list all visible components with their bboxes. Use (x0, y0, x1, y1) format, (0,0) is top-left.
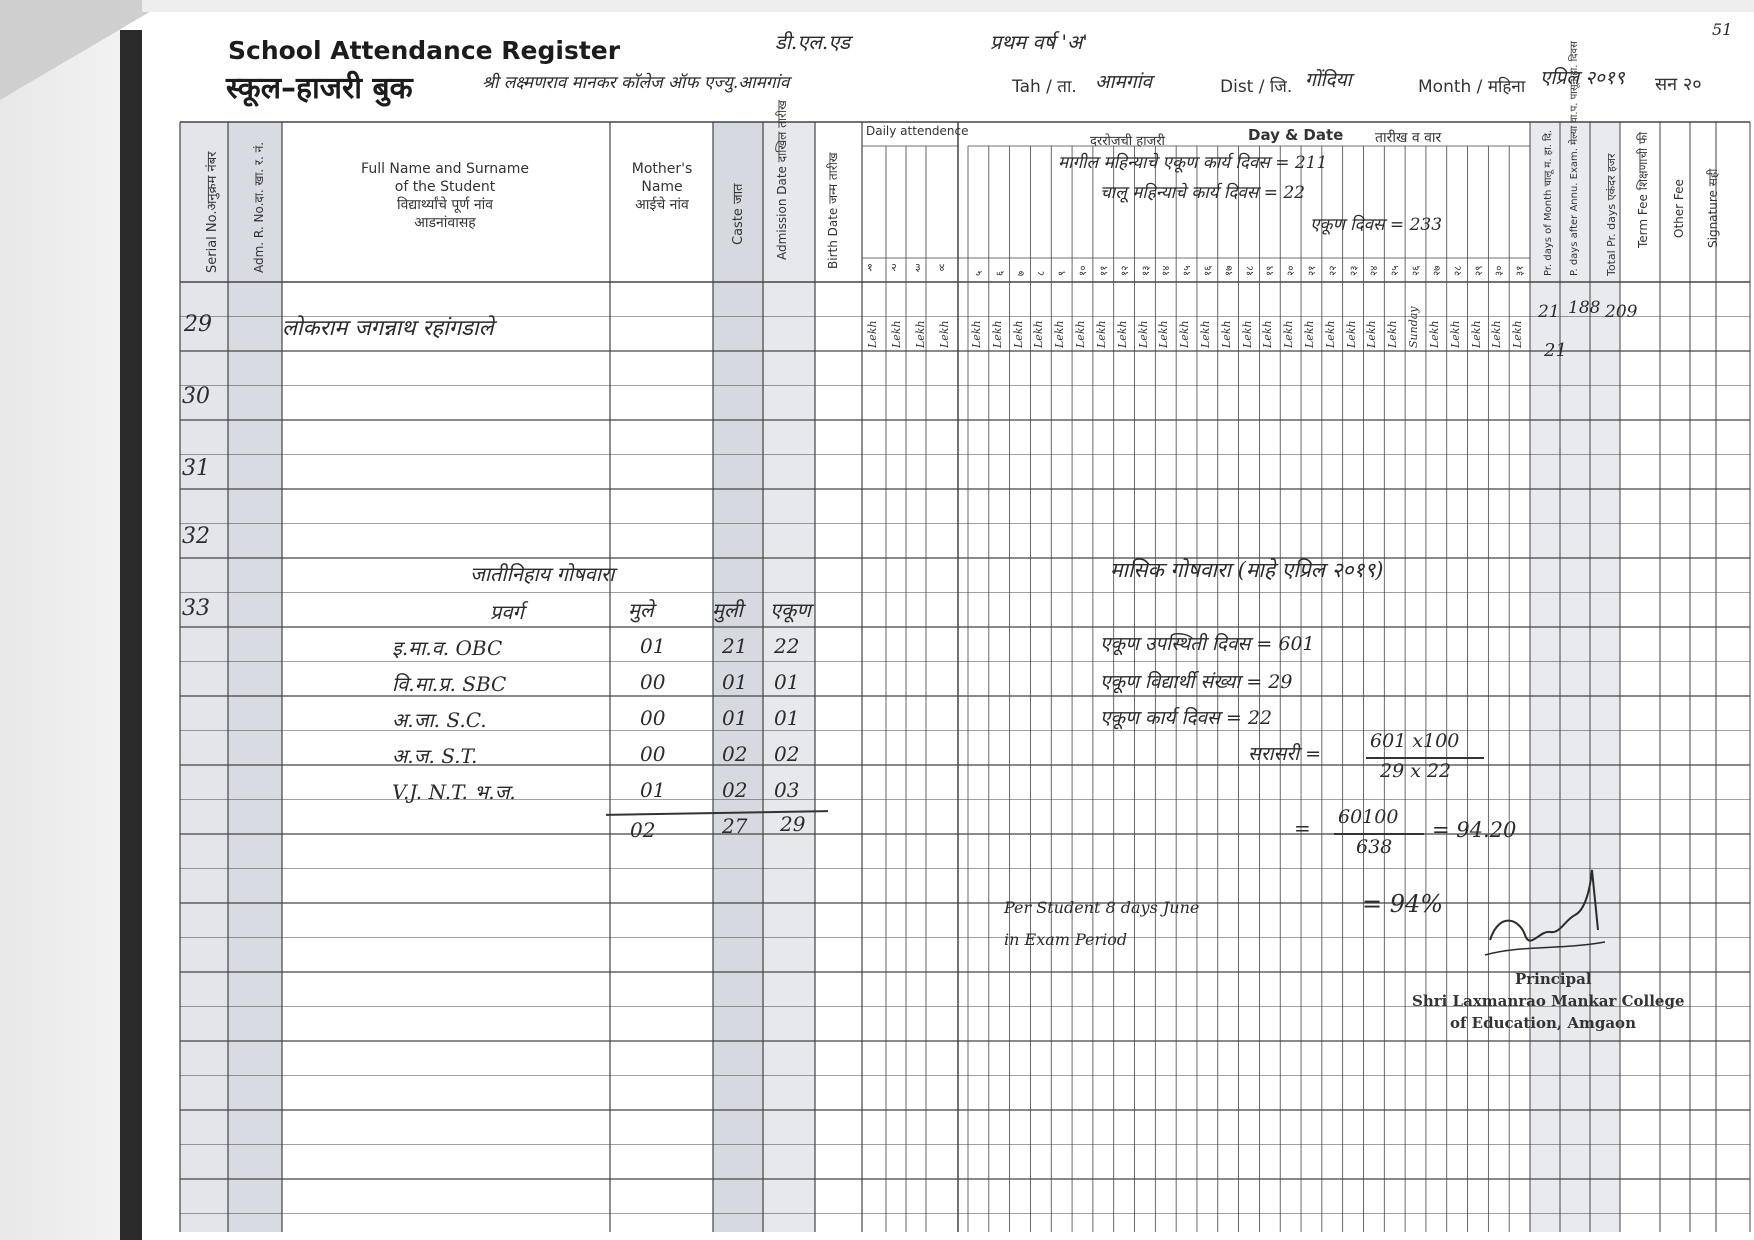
day-number-right: २३ (1348, 265, 1360, 276)
month-label: Month / महिना (1418, 77, 1526, 97)
col-after-exam-header: P. days after Annu. Exam. मेल्या वा.प. पासून हा. दिवस (1569, 41, 1580, 276)
mother-line-1: Mother's (631, 161, 693, 177)
caste-cell: 00 (640, 706, 666, 730)
student-name: लोकराम जगन्नाथ रहांगडाले (282, 316, 494, 341)
caste-cell: 00 (640, 670, 666, 694)
caste-cell: 01 (640, 778, 666, 802)
attendance-mark: Lekh (1261, 320, 1275, 348)
attendance-mark: Lekh (1303, 320, 1317, 348)
day-number-right: १५ (1182, 265, 1194, 276)
day-number-right: १७ (1223, 265, 1235, 276)
fullname-line-3: विद्यार्थ्यांचे पूर्ण नांव (396, 197, 494, 213)
caste-cell: 02 (722, 742, 748, 766)
note-exam-line-1: Per Student 8 days June (1004, 898, 1200, 917)
attendance-mark: Lekh (990, 320, 1004, 348)
col-admission-header: Admission Date दाखिल तारीख (775, 100, 789, 260)
attendance-mark: Lekh (1365, 320, 1379, 348)
day-number-left: ४ (939, 261, 945, 274)
day-number-right: ३० (1494, 265, 1506, 276)
fullname-line-1: Full Name and Surname (361, 161, 529, 177)
col-total-pr-header: Total Pr. days एकंदर हजर (1605, 153, 1618, 276)
col-term-fee-header: Term Fee शिक्षणाची फी (1636, 131, 1650, 248)
attendance-mark: Lekh (866, 320, 879, 348)
attendance-mark: Lekh (1323, 320, 1337, 348)
day-number-right: २५ (1390, 265, 1402, 276)
col-signature-header: Signature सही (1706, 168, 1720, 248)
day-date-mr-label: तारीख व वार (1375, 130, 1442, 146)
attendance-mark: Lekh (1094, 320, 1108, 348)
caste-total-girls: 27 (722, 814, 748, 838)
caste-cell: 01 (722, 670, 748, 694)
day-number-right: १८ (1244, 265, 1256, 276)
caste-cell: अ.ज. S.T. (392, 744, 478, 768)
class-handwritten: डी.एल.एड (775, 30, 850, 54)
attendance-mark: Lekh (1240, 320, 1254, 348)
fraction2-denominator: 638 (1356, 836, 1393, 858)
day-number-right: ५ (974, 270, 985, 276)
dist-value: गोंदिया (1305, 69, 1352, 91)
caste-cell: अ.जा. S.C. (392, 708, 487, 732)
row-number-31: 31 (182, 456, 210, 481)
fraction2-bar (1334, 833, 1424, 835)
fraction2-numerator: 60100 (1338, 806, 1399, 828)
principal-signature-icon (1480, 860, 1610, 970)
caste-header-category: प्रवर्ग (490, 600, 524, 624)
tah-label: Tah / ता. (1012, 77, 1077, 97)
day-number-left: १ (867, 261, 873, 274)
attendance-mark: Lekh (1074, 320, 1088, 348)
col-adm-header: Adm. R. No.दा. खा. र. नं. (252, 141, 266, 273)
monthly-student-count: एकूण विद्यार्थी संख्या = 29 (1100, 671, 1293, 693)
caste-cell: वि.मा.प्र. SBC (392, 672, 507, 696)
day-number-right: ९ (1057, 270, 1069, 276)
attendance-mark: Lekh (890, 320, 903, 348)
day-number-right: २९ (1473, 265, 1485, 276)
attendance-mark: Lekh (1386, 320, 1400, 348)
row-number-30: 30 (182, 384, 210, 409)
attendance-mark: Lekh (1344, 320, 1358, 348)
day-number-right: २० (1286, 265, 1298, 276)
daily-attendence-mr-label: दररोजची हाजरी (1090, 134, 1165, 149)
day-number-right: ६ (994, 270, 1006, 276)
day-number-right: १६ (1202, 265, 1214, 276)
attendance-mark: Lekh (1511, 320, 1525, 348)
monthly-summary-title: मासिक गोषवारा (माहे एप्रिल २०१९) (1110, 558, 1384, 582)
shade-adm-col (228, 122, 282, 1232)
average-result: = 94.20 (1432, 818, 1517, 842)
monthly-working-days: एकूण कार्य दिवस = 22 (1100, 707, 1273, 729)
attendance-mark: Lekh (1448, 320, 1462, 348)
day-number-right: २१ (1307, 265, 1319, 276)
title-marathi: स्कूल–हाजरी बुक (226, 71, 413, 106)
day-number-left: २ (891, 261, 897, 274)
average-label: सरासरी = (1248, 743, 1322, 765)
daily-attendence-label: Daily attendence (866, 124, 969, 138)
day-number-right: ११ (1098, 265, 1110, 276)
attendance-mark: Lekh (1032, 320, 1046, 348)
caste-cell: 03 (774, 778, 800, 802)
col-birth-header: Birth Date जन्म तारीख (826, 152, 840, 269)
day-number-right: ३१ (1515, 265, 1527, 276)
col-caste-header: Caste जात (731, 183, 746, 245)
col-fullname-header (285, 160, 605, 232)
row-number-32: 32 (182, 524, 210, 549)
day-number-right: १० (1078, 265, 1090, 276)
caste-cell: 02 (774, 742, 800, 766)
day-number-right: ७ (1015, 270, 1027, 276)
student-pr-days-note: 21 (1544, 340, 1567, 361)
student-total: 209 (1605, 302, 1638, 322)
student-pr-days: 21 (1538, 302, 1560, 322)
attendance-mark: Lekh (1115, 320, 1129, 348)
title-english: School Attendance Register (228, 36, 621, 65)
day-number-right: २४ (1369, 265, 1381, 276)
day-number-right: २६ (1411, 265, 1423, 276)
mother-line-2: Name (641, 179, 683, 195)
shade-serial-col (180, 122, 228, 1232)
attendance-mark: Lekh (1198, 320, 1212, 348)
dist-label: Dist / जि. (1220, 77, 1293, 97)
college-name-handwritten: श्री लक्ष्मणराव मानकर कॉलेज ऑफ एज्यु.आमगांव (482, 73, 790, 93)
day-number-right: १२ (1119, 265, 1131, 276)
note-exam-line-2: in Exam Period (1004, 930, 1128, 949)
equals-sign: = (1294, 816, 1311, 840)
stamp-principal: Principal (1515, 970, 1592, 988)
day-date-label: Day & Date (1248, 126, 1344, 144)
month-value: एप्रिल २०१९ (1540, 67, 1625, 89)
shade-totals-cols (1530, 122, 1620, 1232)
attendance-mark: Lekh (1490, 320, 1504, 348)
attendance-mark: Lekh (970, 320, 983, 348)
caste-header-boys: मुले (628, 598, 654, 622)
attendance-mark: Lekh (1282, 320, 1296, 348)
stamp-college-line-2: of Education, Amgaon (1450, 1014, 1636, 1032)
page-number: 51 (1712, 20, 1733, 39)
year-handwritten: प्रथम वर्ष 'अ' (990, 30, 1088, 54)
caste-header-total: एकूण (770, 598, 811, 622)
header-note-2: चालू महिन्याचे कार्य दिवस = 22 (1100, 183, 1305, 203)
attendance-mark: Lekh (1469, 320, 1483, 348)
day-number-right: १३ (1140, 265, 1152, 276)
col-mother-header (612, 160, 712, 214)
percent-result: = 94% (1362, 890, 1444, 918)
day-number-right: १९ (1265, 265, 1277, 276)
caste-summary-title: जातीनिहाय गोषवारा (470, 562, 615, 586)
caste-cell: 01 (640, 634, 666, 658)
col-other-fee-header: Other Fee (1672, 179, 1686, 238)
caste-cell: 02 (722, 778, 748, 802)
day-number-right: ८ (1036, 270, 1048, 276)
day-number-left: ३ (915, 261, 921, 274)
caste-header-girls: मुली (712, 598, 743, 622)
fraction1-numerator: 601 x100 (1370, 730, 1460, 752)
stamp-college-line-1: Shri Laxmanrao Mankar College (1412, 992, 1685, 1010)
attendance-mark: Lekh (1011, 320, 1025, 348)
student-serial: 29 (184, 312, 212, 337)
attendance-mark: Sunday (1407, 306, 1421, 348)
attendance-mark: Lekh (1053, 320, 1067, 348)
year-label: सन २० (1655, 74, 1702, 95)
tah-value: आमगांव (1095, 71, 1152, 93)
header-note-3: एकूण दिवस = 233 (1310, 215, 1443, 235)
caste-cell: 01 (722, 706, 748, 730)
fullname-line-2: of the Student (394, 179, 496, 195)
day-number-right: २८ (1452, 265, 1464, 276)
student-after-exam: 188 (1568, 298, 1601, 318)
monthly-attendance-days: एकूण उपस्थिती दिवस = 601 (1100, 633, 1315, 655)
caste-cell: V.J. N.T. भ.ज. (392, 780, 516, 804)
day-number-right: २७ (1431, 265, 1443, 276)
day-number-right: १४ (1161, 265, 1173, 276)
mother-line-3: आईचे नांव (635, 197, 689, 213)
caste-cell: इ.मा.व. OBC (392, 636, 503, 660)
fraction1-denominator: 29 x 22 (1380, 760, 1452, 782)
attendance-mark: Lekh (914, 320, 927, 348)
attendance-mark: Lekh (1219, 320, 1233, 348)
attendance-mark: Lekh (1427, 320, 1441, 348)
attendance-mark: Lekh (1136, 320, 1150, 348)
caste-cell: 21 (722, 634, 748, 658)
attendance-mark: Lekh (938, 320, 951, 348)
caste-cell: 22 (774, 634, 800, 658)
attendance-mark: Lekh (1157, 320, 1171, 348)
day-number-right: २२ (1327, 265, 1339, 276)
caste-cell: 01 (774, 670, 800, 694)
col-pr-days-header: Pr. days of Month चालू म. हा. दि. (1543, 129, 1554, 276)
caste-cell: 00 (640, 742, 666, 766)
attendance-mark: Lekh (1178, 320, 1192, 348)
header-note-1: मागील महिन्याचे एकूण कार्य दिवस = 211 (1058, 153, 1328, 173)
caste-cell: 01 (774, 706, 800, 730)
fraction1-bar (1366, 757, 1484, 759)
col-serial-header: Serial No.अनुक्रम नंबर (205, 151, 220, 273)
row-number-33: 33 (182, 596, 210, 621)
fullname-line-4: आडनांवासह (414, 215, 476, 231)
caste-total-all: 29 (780, 812, 806, 836)
caste-total-boys: 02 (630, 818, 656, 842)
